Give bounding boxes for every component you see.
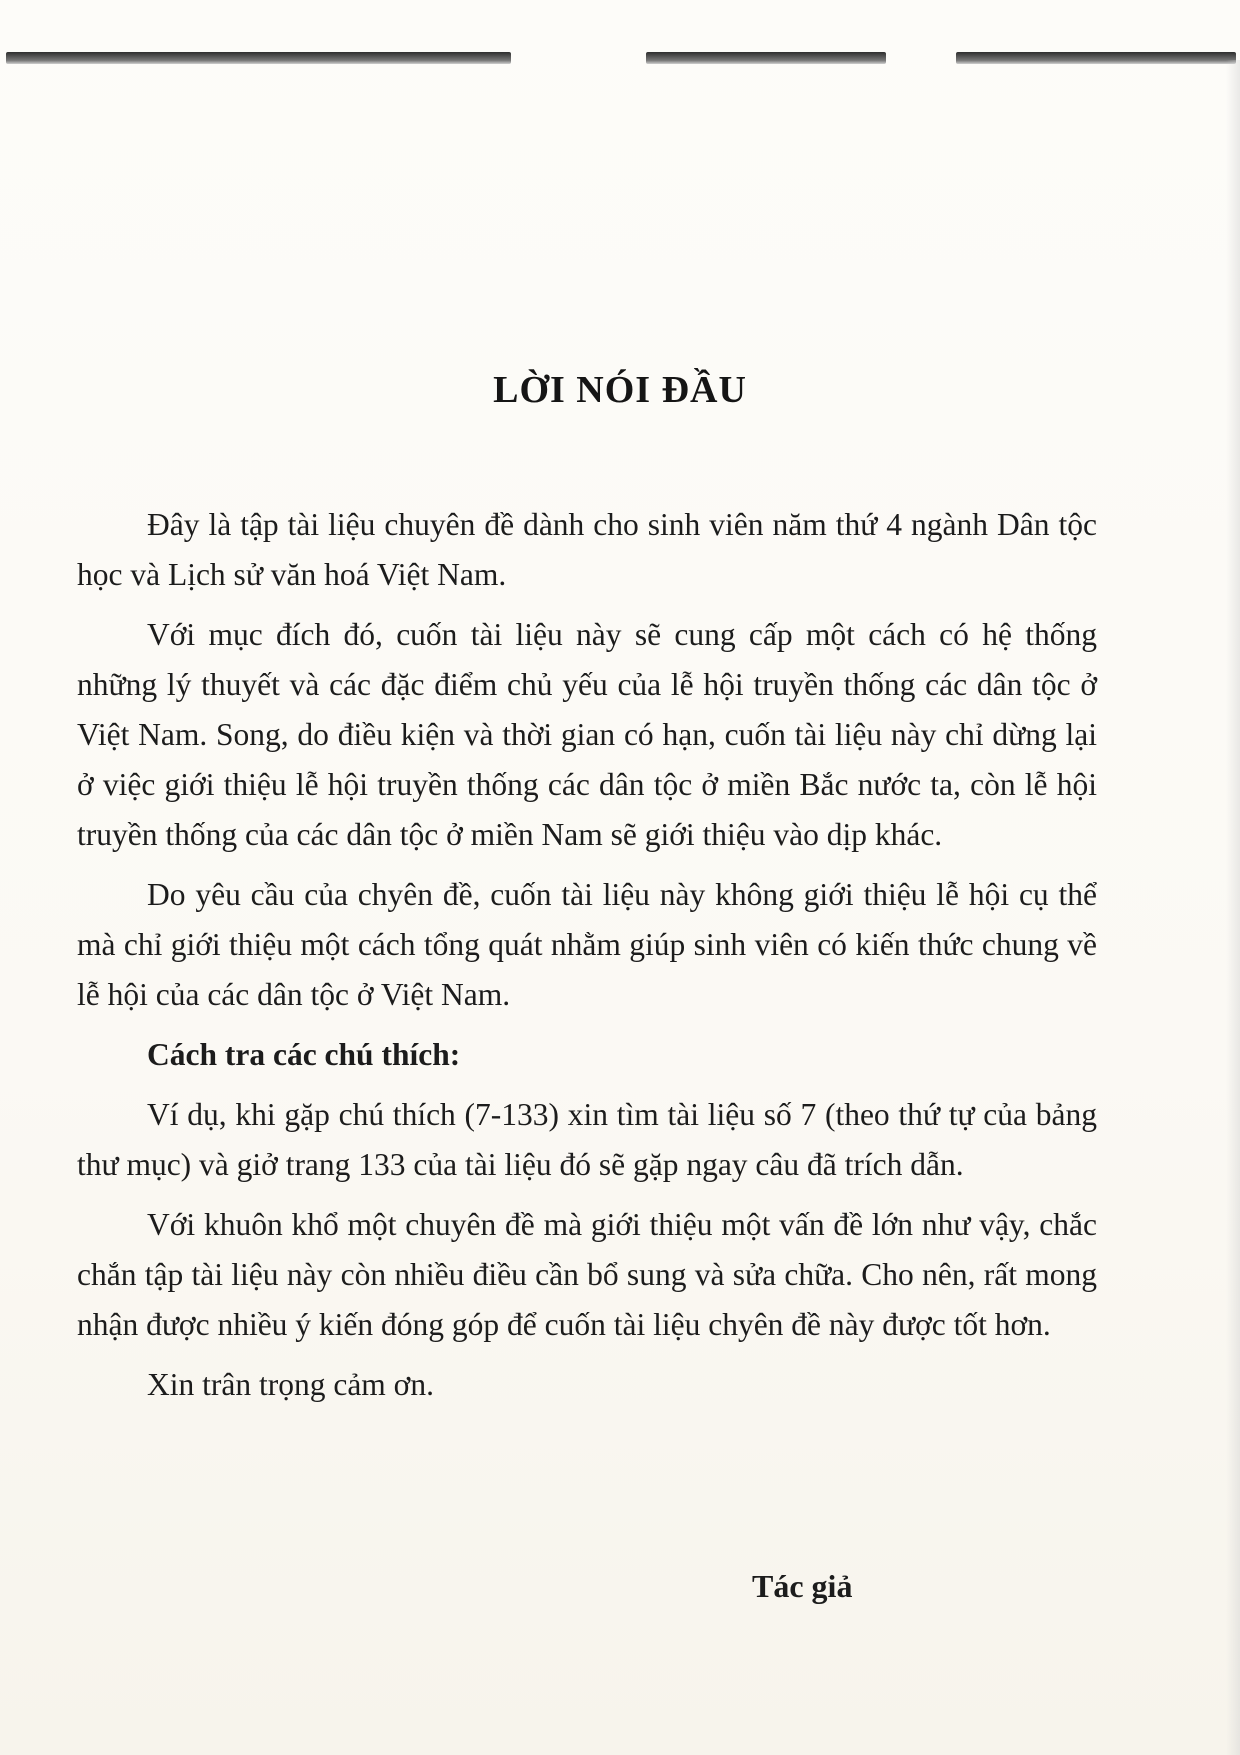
author-signature: Tác giả	[752, 1568, 853, 1604]
edge-segment	[6, 52, 511, 64]
page-title: LỜI NÓI ĐẦU	[493, 369, 747, 411]
preface-body	[77, 500, 1097, 1420]
paragraph-thanks: Xin trân trọng cảm ơn.	[147, 1367, 434, 1402]
paragraph-purpose: Với mục đích đó, cuốn tài liệu này sẽ cung cấp một cách có hệ thống những lý thuyết và các đặc điểm chủ yếu của lễ hội truyền thống các dân tộc ở Việt Nam. Song, do điều kiện và thời gian có hạn, cuốn tài liệu này chỉ dừng lại ở việc giới thiệu lễ hội truyền thống các dân tộc ở miền Bắc nước ta, còn lễ hội truyền thống của các dân tộc ở miền Nam sẽ giới thiệu vào dịp khác.	[77, 617, 1097, 852]
paragraph-scope: Do yêu cầu của chyên đề, cuốn tài liệu này không giới thiệu lễ hội cụ thể mà chỉ giới thiệu một cách tổng quát nhằm giúp sinh viên có kiến thức chung về lễ hội của các dân tộc ở Việt Nam.	[77, 877, 1097, 1012]
page-top-edge	[6, 52, 1236, 70]
edge-segment	[646, 52, 886, 64]
citation-guide-heading: Cách tra các chú thích:	[147, 1037, 461, 1072]
paragraph-intro: Đây là tập tài liệu chuyên đề dành cho sinh viên năm thứ 4 ngành Dân tộc học và Lịch sử văn hoá Việt Nam.	[77, 507, 1097, 592]
paragraph-feedback: Với khuôn khổ một chuyên đề mà giới thiệu một vấn đề lớn như vậy, chắc chắn tập tài liệu này còn nhiều điều cần bổ sung và sửa chữa. Cho nên, rất mong nhận được nhiều ý kiến đóng góp để cuốn tài liệu chyên đề này được tốt hơn.	[77, 1207, 1097, 1342]
page-edge-shadow	[1226, 60, 1240, 1755]
paragraph-citation-example: Ví dụ, khi gặp chú thích (7-133) xin tìm tài liệu số 7 (theo thứ tự của bảng thư mục) và giở trang 133 của tài liệu đó sẽ gặp ngay câu đã trích dẫn.	[77, 1097, 1097, 1182]
edge-segment	[956, 52, 1236, 64]
